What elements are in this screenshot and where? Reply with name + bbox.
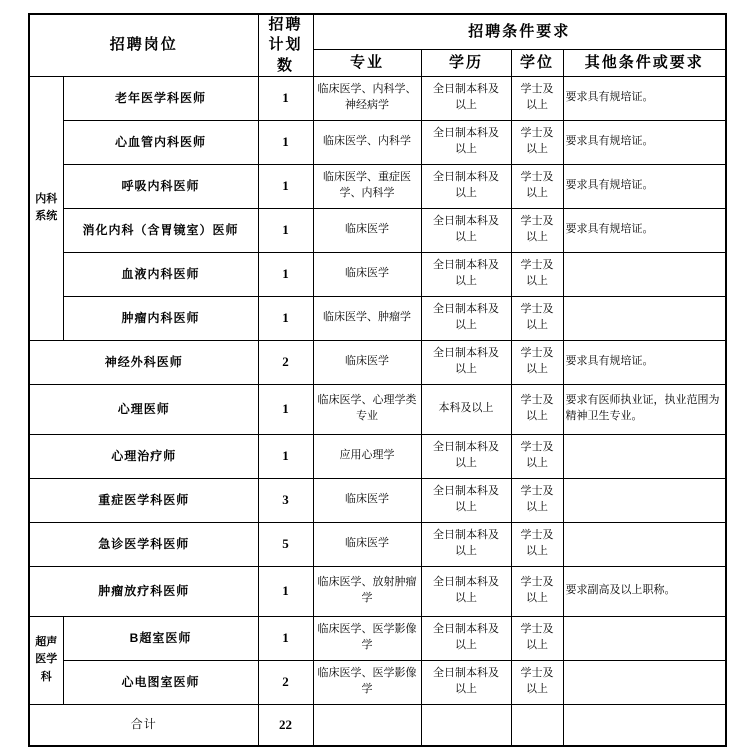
degree-cell-empty [511, 704, 563, 746]
position-cell: 心血管内科医师 [63, 120, 258, 164]
education-cell: 全日制本科及以上 [421, 478, 511, 522]
other-requirements-cell [563, 296, 726, 340]
major-cell: 临床医学 [313, 340, 421, 384]
major-cell: 临床医学 [313, 478, 421, 522]
position-cell: 心理治疗师 [29, 434, 258, 478]
position-cell: B超室医师 [63, 616, 258, 660]
table-row [29, 208, 726, 252]
header-other: 其他条件或要求 [563, 50, 726, 76]
degree-cell: 学士及以上 [511, 120, 563, 164]
major-cell: 临床医学、内科学 [313, 120, 421, 164]
education-cell: 全日制本科及以上 [421, 164, 511, 208]
other-requirements-cell: 要求具有规培证。 [563, 120, 726, 164]
education-cell: 全日制本科及以上 [421, 252, 511, 296]
position-cell: 呼吸内科医师 [63, 164, 258, 208]
other-requirements-cell [563, 252, 726, 296]
other-requirements-cell: 要求具有规培证。 [563, 340, 726, 384]
plan-count-cell: 1 [258, 616, 313, 660]
plan-count-cell: 2 [258, 340, 313, 384]
other-requirements-cell [563, 616, 726, 660]
header-row-1 [29, 14, 726, 50]
position-cell: 血液内科医师 [63, 252, 258, 296]
table-row [29, 120, 726, 164]
major-cell: 临床医学、心理学类专业 [313, 384, 421, 434]
plan-count-cell: 5 [258, 522, 313, 566]
degree-cell: 学士及以上 [511, 660, 563, 704]
table-row [29, 164, 726, 208]
plan-count-cell: 1 [258, 76, 313, 120]
major-cell: 应用心理学 [313, 434, 421, 478]
education-cell: 全日制本科及以上 [421, 340, 511, 384]
table-row [29, 660, 726, 704]
table-row [29, 76, 726, 120]
degree-cell: 学士及以上 [511, 616, 563, 660]
education-cell: 全日制本科及以上 [421, 616, 511, 660]
degree-cell: 学士及以上 [511, 164, 563, 208]
position-cell: 心电图室医师 [63, 660, 258, 704]
degree-cell: 学士及以上 [511, 76, 563, 120]
plan-count-cell: 1 [258, 296, 313, 340]
other-requirements-cell [563, 434, 726, 478]
other-requirements-cell: 要求副高及以上职称。 [563, 566, 726, 616]
header-education: 学历 [421, 50, 511, 76]
position-cell: 心理医师 [29, 384, 258, 434]
degree-cell: 学士及以上 [511, 252, 563, 296]
header-position: 招聘岗位 [29, 14, 258, 76]
degree-cell: 学士及以上 [511, 434, 563, 478]
total-count-cell: 22 [258, 704, 313, 746]
plan-count-cell: 2 [258, 660, 313, 704]
position-cell: 神经外科医师 [29, 340, 258, 384]
other-requirements-cell: 要求有医师执业证，执业范围为精神卫生专业。 [563, 384, 726, 434]
table-header [29, 14, 726, 76]
major-cell: 临床医学 [313, 208, 421, 252]
major-cell: 临床医学、肿瘤学 [313, 296, 421, 340]
table-row [29, 434, 726, 478]
group-cell-internal-medicine: 内科系统 [29, 76, 63, 340]
table-row [29, 522, 726, 566]
table-row [29, 252, 726, 296]
position-cell: 消化内科（含胃镜室）医师 [63, 208, 258, 252]
major-cell: 临床医学 [313, 252, 421, 296]
table-row [29, 296, 726, 340]
total-label-cell: 合计 [29, 704, 258, 746]
table-row [29, 478, 726, 522]
major-cell: 临床医学、放射肿瘤学 [313, 566, 421, 616]
plan-count-cell: 1 [258, 208, 313, 252]
header-requirements: 招聘条件要求 [313, 14, 726, 50]
major-cell: 临床医学、内科学、神经病学 [313, 76, 421, 120]
other-cell-empty [563, 704, 726, 746]
group-cell-ultrasound: 超声医学科 [29, 616, 63, 704]
plan-count-cell: 1 [258, 384, 313, 434]
education-cell: 全日制本科及以上 [421, 296, 511, 340]
degree-cell: 学士及以上 [511, 296, 563, 340]
recruitment-table [28, 13, 727, 747]
header-degree: 学位 [511, 50, 563, 76]
position-cell: 老年医学科医师 [63, 76, 258, 120]
position-cell: 重症医学科医师 [29, 478, 258, 522]
other-requirements-cell [563, 522, 726, 566]
degree-cell: 学士及以上 [511, 522, 563, 566]
header-plan-count: 招聘计划数 [258, 14, 313, 76]
education-cell: 全日制本科及以上 [421, 660, 511, 704]
education-cell: 全日制本科及以上 [421, 120, 511, 164]
position-cell: 急诊医学科医师 [29, 522, 258, 566]
education-cell-empty [421, 704, 511, 746]
degree-cell: 学士及以上 [511, 566, 563, 616]
table-row [29, 566, 726, 616]
other-requirements-cell: 要求具有规培证。 [563, 76, 726, 120]
table-row [29, 616, 726, 660]
plan-count-cell: 1 [258, 120, 313, 164]
table-row [29, 384, 726, 434]
other-requirements-cell: 要求具有规培证。 [563, 164, 726, 208]
plan-count-cell: 3 [258, 478, 313, 522]
total-row [29, 704, 726, 746]
major-cell: 临床医学、重症医学、内科学 [313, 164, 421, 208]
degree-cell: 学士及以上 [511, 478, 563, 522]
plan-count-cell: 1 [258, 164, 313, 208]
education-cell: 全日制本科及以上 [421, 434, 511, 478]
education-cell: 全日制本科及以上 [421, 208, 511, 252]
education-cell: 全日制本科及以上 [421, 522, 511, 566]
other-requirements-cell [563, 478, 726, 522]
position-cell: 肿瘤放疗科医师 [29, 566, 258, 616]
major-cell: 临床医学、医学影像学 [313, 660, 421, 704]
position-cell: 肿瘤内科医师 [63, 296, 258, 340]
education-cell: 本科及以上 [421, 384, 511, 434]
degree-cell: 学士及以上 [511, 384, 563, 434]
education-cell: 全日制本科及以上 [421, 566, 511, 616]
other-requirements-cell: 要求具有规培证。 [563, 208, 726, 252]
header-major: 专业 [313, 50, 421, 76]
education-cell: 全日制本科及以上 [421, 76, 511, 120]
degree-cell: 学士及以上 [511, 340, 563, 384]
major-cell: 临床医学 [313, 522, 421, 566]
other-requirements-cell [563, 660, 726, 704]
major-cell: 临床医学、医学影像学 [313, 616, 421, 660]
table-row [29, 340, 726, 384]
major-cell-empty [313, 704, 421, 746]
plan-count-cell: 1 [258, 434, 313, 478]
plan-count-cell: 1 [258, 252, 313, 296]
plan-count-cell: 1 [258, 566, 313, 616]
degree-cell: 学士及以上 [511, 208, 563, 252]
